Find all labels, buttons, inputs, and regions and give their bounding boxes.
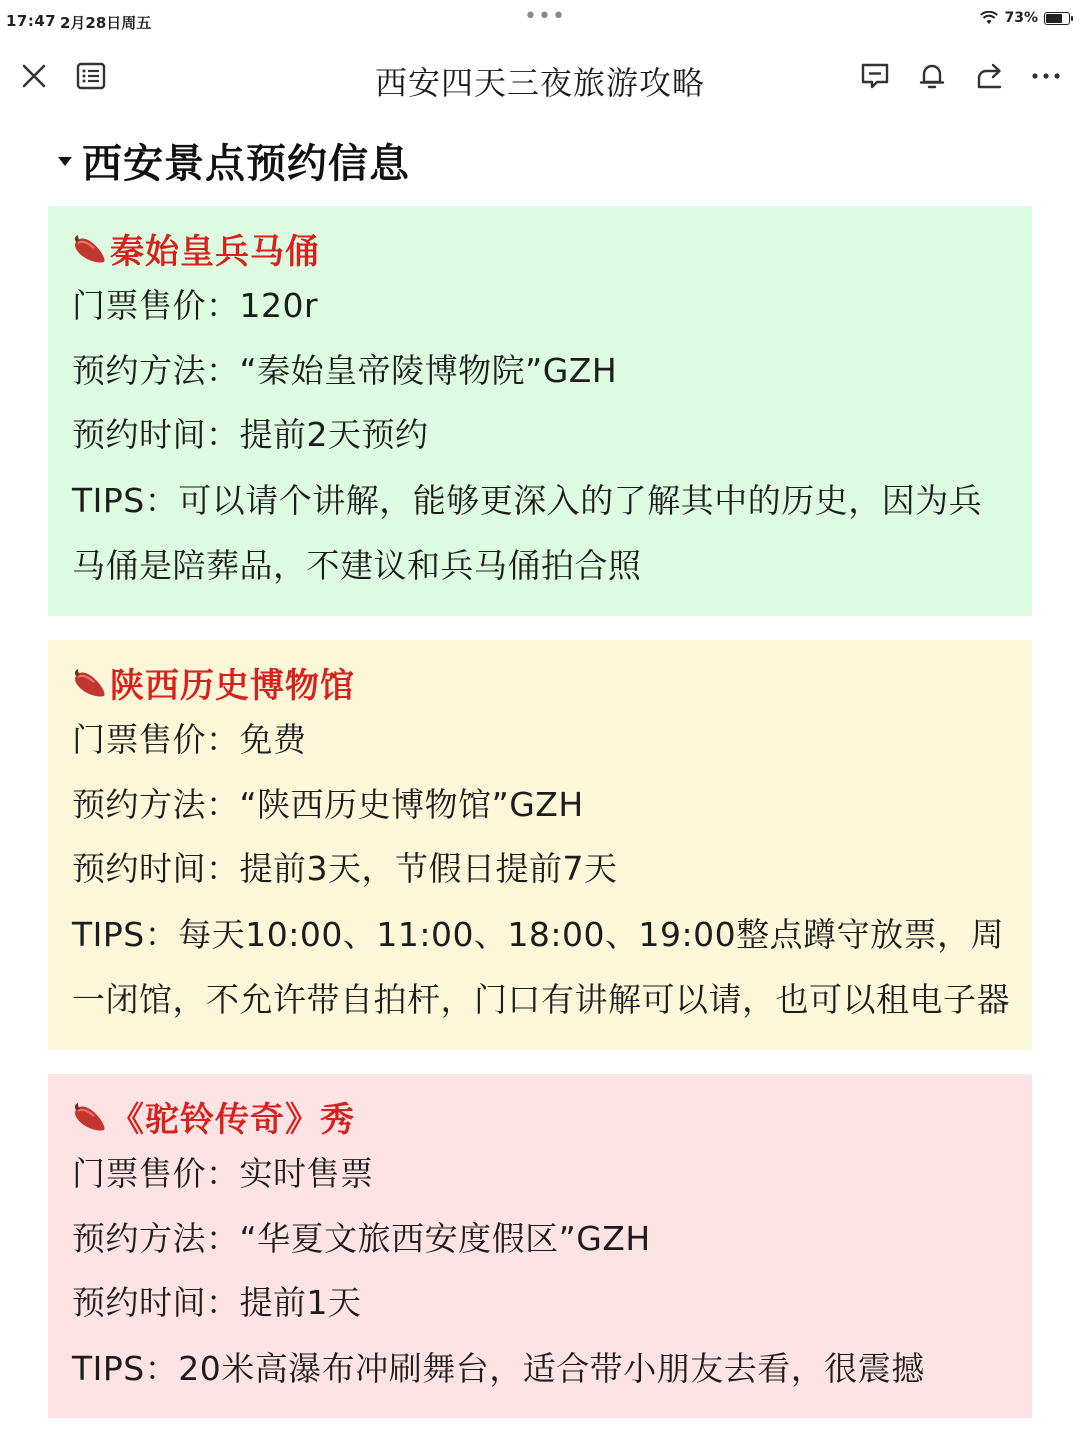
section-heading-text: 西安景点预约信息 bbox=[82, 140, 410, 187]
battery-percent: 73% bbox=[1004, 10, 1038, 26]
collapse-caret-icon[interactable] bbox=[58, 157, 72, 166]
sweet-potato-icon bbox=[72, 664, 108, 700]
sweet-potato-icon bbox=[72, 230, 108, 266]
card-title bbox=[72, 656, 1008, 708]
ticket-price: 门票售价：实时售票 bbox=[72, 1154, 374, 1193]
card-title-text: 秦始皇兵马俑 bbox=[110, 231, 320, 272]
page-title: 西安四天三夜旅游攻略 bbox=[374, 64, 705, 102]
status-date: 2月28日周五 bbox=[60, 14, 152, 32]
status-time: 17:47 bbox=[6, 12, 57, 30]
card-title-text: 陕西历史博物馆 bbox=[110, 665, 355, 706]
attraction-card-terracotta bbox=[48, 206, 1032, 616]
tips-text: TIPS：20米高瀑布冲刷舞台，适合带小朋友去看，很震撼 bbox=[72, 1348, 925, 1388]
booking-time: 预约时间：提前2天预约 bbox=[72, 415, 429, 454]
booking-time: 预约时间：提前3天，节假日提前7天 bbox=[72, 849, 618, 888]
more-icon[interactable] bbox=[1024, 54, 1068, 98]
card-title-text: 《驼铃传奇》秀 bbox=[110, 1099, 355, 1140]
battery-icon bbox=[1044, 12, 1070, 25]
battery-fill bbox=[1046, 14, 1062, 23]
share-icon[interactable] bbox=[967, 54, 1011, 98]
status-bar bbox=[0, 0, 1080, 44]
attraction-card-camel-bell-show bbox=[48, 1074, 1032, 1418]
ticket-price: 门票售价：免费 bbox=[72, 720, 307, 759]
booking-time: 预约时间：提前1天 bbox=[72, 1283, 362, 1322]
booking-method: 预约方法：“华夏文旅西安度假区”GZH bbox=[72, 1218, 651, 1258]
attraction-card-history-museum bbox=[48, 640, 1032, 1050]
nav-bar bbox=[0, 44, 1080, 108]
bell-icon[interactable] bbox=[910, 54, 954, 98]
card-title bbox=[72, 222, 1008, 274]
status-right bbox=[980, 10, 1070, 26]
multitask-dots[interactable]: ••• bbox=[524, 4, 566, 29]
tips-text: TIPS：每天10:00、11:00、18:00、19:00整点蹲守放票，周一闭馆，不允许带自拍杆，门口有讲解可以请，也可以租电子器 bbox=[72, 914, 1010, 1019]
comment-icon[interactable] bbox=[853, 54, 897, 98]
wifi-icon bbox=[980, 11, 998, 25]
section-heading[interactable] bbox=[58, 132, 410, 188]
ticket-price: 门票售价：120r bbox=[72, 286, 319, 325]
tips-text: TIPS：可以请个讲解，能够更深入的了解其中的历史，因为兵马俑是陪葬品，不建议和兵马俑拍合照 bbox=[72, 480, 983, 585]
booking-method: 预约方法：“秦始皇帝陵博物院”GZH bbox=[72, 350, 618, 390]
sweet-potato-icon bbox=[72, 1098, 108, 1134]
booking-method: 预约方法：“陕西历史博物馆”GZH bbox=[72, 784, 584, 824]
card-title bbox=[72, 1090, 1008, 1142]
